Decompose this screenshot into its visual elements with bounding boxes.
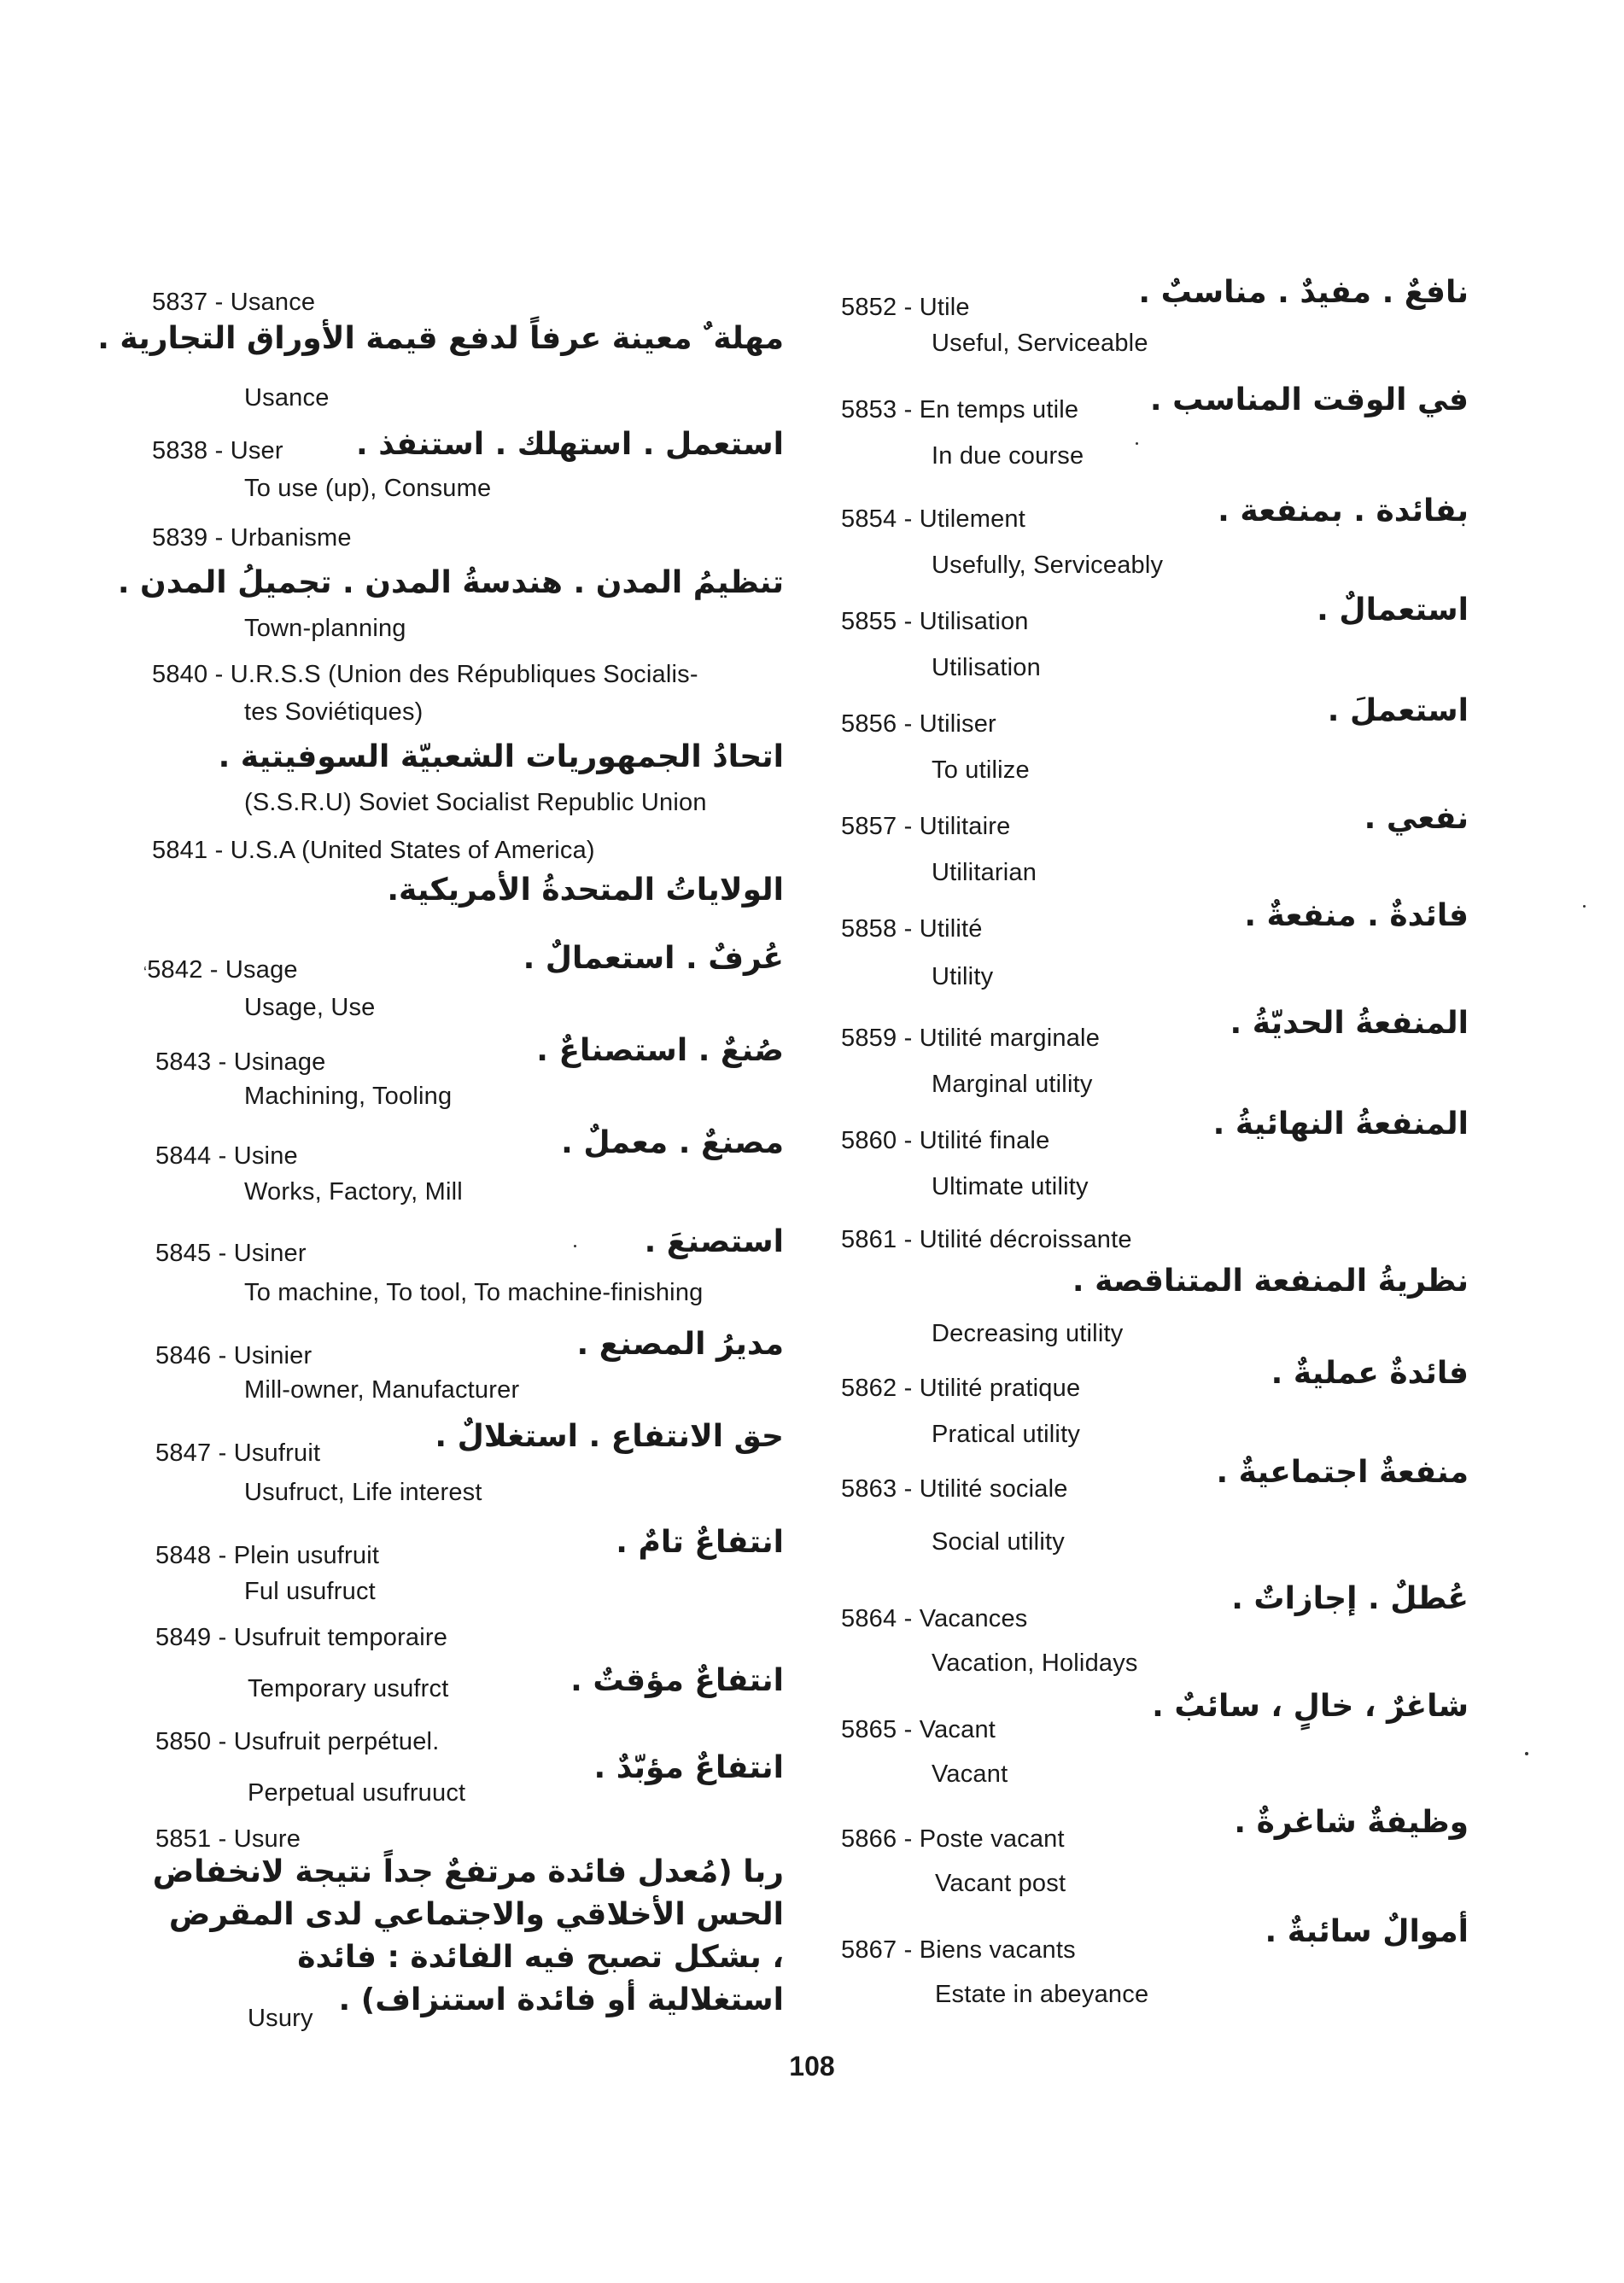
entry-number: 5864 xyxy=(841,1605,897,1632)
english-translation: Usury xyxy=(248,2005,313,2032)
arabic-translation: حق الانتفاع . استغلالٌ . xyxy=(435,1419,784,1454)
english-translation: Useful, Serviceable xyxy=(932,330,1148,357)
entry-term: Utilité marginale xyxy=(919,1025,1101,1052)
arabic-translation: انتفاعٌ مؤقتٌ . xyxy=(570,1663,784,1698)
entry-term: Vacant xyxy=(919,1716,996,1743)
entry-number: 5858 xyxy=(841,915,897,943)
entry-term: Utilité xyxy=(919,915,983,943)
entry-term: Usufruit temporaire xyxy=(233,1624,448,1651)
entry-number: 5840 xyxy=(152,661,208,688)
arabic-translation: فائدةٌ . منفعةٌ . xyxy=(1244,898,1469,933)
english-translation: Usance xyxy=(244,384,330,412)
english-translation: Social utility xyxy=(932,1528,1065,1556)
english-translation: Vacant xyxy=(932,1760,1008,1788)
entry-number: 5853 xyxy=(841,396,897,423)
entry-number: 5837 xyxy=(152,289,208,316)
entry-heading: 5839 - Urbanisme xyxy=(152,524,352,552)
entry-heading: 5863 - Utilité sociale xyxy=(841,1475,1068,1503)
english-translation: Vacation, Holidays xyxy=(932,1649,1138,1677)
entry-number: 5857 xyxy=(841,813,897,840)
english-translation: Utility xyxy=(932,963,994,990)
entry-term-continued: tes Soviétiques) xyxy=(244,698,424,726)
english-translation: Marginal utility xyxy=(932,1071,1093,1098)
entry-heading: 5865 - Vacant xyxy=(841,1716,996,1743)
entry-heading: 5866 - Poste vacant xyxy=(841,1825,1065,1853)
english-translation: Utilitarian xyxy=(932,859,1037,886)
entry-number: 5861 xyxy=(841,1226,897,1253)
arabic-translation: مديرُ المصنع . xyxy=(576,1327,784,1362)
entry-number: 5866 xyxy=(841,1825,897,1853)
entry-heading: 5847 - Usufruit xyxy=(155,1439,321,1467)
arabic-translation: بفائدة . بمنفعة . xyxy=(1218,493,1469,528)
arabic-translation: الولاياتُ المتحدةُ الأمريكية. xyxy=(387,873,784,908)
scan-speck xyxy=(574,1245,576,1247)
arabic-translation: أموالٌ سائبةٌ . xyxy=(1265,1914,1469,1949)
entry-number: 5839 xyxy=(152,524,208,552)
entry-term: Utilité finale xyxy=(919,1127,1050,1154)
english-translation: In due course xyxy=(932,442,1084,470)
entry-term: Utilité pratique xyxy=(919,1375,1081,1402)
entry-number: 5844 xyxy=(155,1142,212,1170)
arabic-translation: المنفعةُ النهائيةُ . xyxy=(1212,1106,1469,1142)
entry-heading: 5864 - Vacances xyxy=(841,1605,1028,1632)
arabic-translation: نافعٌ . مفيدٌ . مناسبٌ . xyxy=(1138,275,1469,310)
arabic-translation: فائدةٌ عمليةٌ . xyxy=(1271,1356,1469,1391)
entry-number: 5845 xyxy=(155,1240,212,1267)
entry-heading: 5859 - Utilité marginale xyxy=(841,1025,1101,1052)
entry-heading: 5862 - Utilité pratique xyxy=(841,1375,1081,1402)
entry-heading: 5860 - Utilité finale xyxy=(841,1127,1050,1154)
entry-heading: 5845 - Usiner xyxy=(155,1240,307,1267)
entry-term: Usine xyxy=(233,1142,298,1170)
english-translation: Mill-owner, Manufacturer xyxy=(244,1376,520,1404)
entry-number: 5849 xyxy=(155,1624,212,1651)
arabic-translation: استعملَ . xyxy=(1327,693,1469,728)
entry-term: Vacances xyxy=(919,1605,1028,1632)
english-translation: Perpetual usufruuct xyxy=(248,1779,466,1807)
entry-term: Usance xyxy=(230,289,316,316)
arabic-translation: منفعةٌ اجتماعيةٌ . xyxy=(1216,1455,1469,1490)
entry-heading: 5856 - Utiliser xyxy=(841,710,996,738)
english-translation: Vacant post xyxy=(935,1870,1066,1897)
arabic-translation: اتحادُ الجمهوريات الشعبيّة السوفيتية . xyxy=(218,739,784,774)
english-translation: Works, Factory, Mill xyxy=(244,1178,463,1206)
entry-number: 5867 xyxy=(841,1936,897,1964)
entry-term: Utilitaire xyxy=(919,813,1011,840)
entry-term: Plein usufruit xyxy=(233,1542,380,1569)
entry-term: En temps utile xyxy=(919,396,1079,423)
english-translation: (S.S.R.U) Soviet Socialist Republic Union xyxy=(244,789,707,816)
entry-number: 5843 xyxy=(155,1048,212,1076)
english-translation: Utilisation xyxy=(932,654,1041,681)
scan-speck xyxy=(1525,1752,1528,1755)
entry-number: 5838 xyxy=(152,437,208,464)
arabic-translation: مصنعٌ . معملٌ . xyxy=(561,1125,784,1160)
entry-term: Usufruit perpétuel. xyxy=(233,1728,440,1755)
entry-number: 5851 xyxy=(155,1825,212,1853)
entry-number: 5865 xyxy=(841,1716,897,1743)
entry-heading: 5843 - Usinage xyxy=(155,1048,326,1076)
entry-heading: 5861 - Utilité décroissante xyxy=(841,1226,1132,1253)
arabic-translation: انتفاعٌ مؤبّدٌ . xyxy=(593,1750,784,1785)
arabic-translation: نفعي . xyxy=(1364,801,1469,836)
arabic-translation: نظريةُ المنفعة المتناقصة . xyxy=(1072,1264,1469,1299)
entry-term: U.S.A (United States of America) xyxy=(230,837,595,864)
english-translation: Temporary usufrct xyxy=(248,1675,449,1702)
english-translation: Ful usufruct xyxy=(244,1578,376,1605)
scan-speck xyxy=(1583,905,1586,908)
entry-heading: 5851 - Usure xyxy=(155,1825,301,1853)
entry-term: Utile xyxy=(919,294,970,321)
entry-number: 5841 xyxy=(152,837,208,864)
english-translation: Estate in abeyance xyxy=(935,1981,1149,2008)
arabic-translation: ربا (مُعدل فائدة مرتفعٌ جداً نتيجة لانخفاض الحس الأخلاقي والاجتماعي لدى المقرض ، بشكل تصبح فيه الفائدة : فائدة استغلالية أو فائدة استنزاف) . xyxy=(152,1854,784,2017)
english-translation: Machining, Tooling xyxy=(244,1083,453,1110)
entry-heading: 5840 - U.R.S.S (Union des Républiques Socialis- xyxy=(152,661,698,688)
entry-number: 5848 xyxy=(155,1542,212,1569)
entry-heading: 5849 - Usufruit temporaire xyxy=(155,1624,448,1651)
entry-number: 5862 xyxy=(841,1375,897,1402)
english-translation: Town-planning xyxy=(244,615,406,642)
entry-heading: 5852 - Utile xyxy=(841,294,970,321)
entry-number: 5852 xyxy=(841,294,897,321)
arabic-translation: في الوقت المناسب . xyxy=(1149,382,1469,417)
entry-term: Utilisation xyxy=(919,608,1029,635)
arabic-translation: المنفعةُ الحديّةُ . xyxy=(1230,1006,1469,1041)
arabic-translation: استعمل . استهلك . استنفذ . xyxy=(356,427,784,462)
arabic-translation: تنظيمُ المدن . هندسةُ المدن . تجميلُ المدن . xyxy=(117,565,784,600)
entry-number: 5850 xyxy=(155,1728,212,1755)
english-translation: Usefully, Serviceably xyxy=(932,552,1164,579)
english-translation: Usage, Use xyxy=(244,994,376,1021)
entry-heading: 5853 - En temps utile xyxy=(841,396,1079,423)
entry-heading: 5858 - Utilité xyxy=(841,915,983,943)
scan-speck xyxy=(1136,442,1138,445)
arabic-translation: استصنعَ . xyxy=(644,1224,784,1259)
entry-heading: 5855 - Utilisation xyxy=(841,608,1029,635)
entry-term: Usage xyxy=(225,956,298,984)
entry-term: Usinage xyxy=(233,1048,326,1076)
entry-term: Usufruit xyxy=(233,1439,321,1467)
entry-heading: 5844 - Usine xyxy=(155,1142,298,1170)
arabic-translation: وظيفةٌ شاغرةٌ . xyxy=(1234,1805,1469,1840)
arabic-translation: استعمالٌ . xyxy=(1317,593,1469,628)
entry-heading: 5846 - Usinier xyxy=(155,1342,313,1369)
entry-number: 5856 xyxy=(841,710,897,738)
entry-term: Usinier xyxy=(233,1342,313,1369)
entry-number: 5854 xyxy=(841,505,897,533)
entry-term: Utilement xyxy=(919,505,1025,533)
arabic-translation: انتفاعٌ تامٌ . xyxy=(616,1525,784,1560)
entry-term: Utilité décroissante xyxy=(919,1226,1132,1253)
arabic-translation: شاغرٌ ، خالٍ ، سائبٌ . xyxy=(1152,1689,1469,1724)
entry-number: 5863 xyxy=(841,1475,897,1503)
entry-number: 5842 xyxy=(147,956,203,984)
entry-heading: 5850 - Usufruit perpétuel. xyxy=(155,1728,440,1755)
entry-heading: ‘5842 - Usage xyxy=(143,956,298,984)
entry-number: 5846 xyxy=(155,1342,212,1369)
entry-heading: 5848 - Plein usufruit xyxy=(155,1542,380,1569)
entry-term: Utilité sociale xyxy=(919,1475,1068,1503)
entry-heading: 5867 - Biens vacants xyxy=(841,1936,1076,1964)
english-translation: Pratical utility xyxy=(932,1421,1081,1448)
entry-term: Biens vacants xyxy=(919,1936,1076,1964)
entry-heading: 5854 - Utilement xyxy=(841,505,1025,533)
entry-number: 5860 xyxy=(841,1127,897,1154)
entry-term: Usure xyxy=(233,1825,301,1853)
page-number: 108 xyxy=(789,2051,835,2082)
entry-heading: 5841 - U.S.A (United States of America) xyxy=(152,837,595,864)
entry-heading: 5857 - Utilitaire xyxy=(841,813,1011,840)
entry-term: Usiner xyxy=(233,1240,307,1267)
arabic-translation: صُنعٌ . استصناعٌ . xyxy=(536,1033,784,1068)
english-translation: Usufruct, Life interest xyxy=(244,1479,482,1506)
entry-number: 5847 xyxy=(155,1439,212,1467)
english-translation: To use (up), Consume xyxy=(244,475,492,502)
english-translation: Ultimate utility xyxy=(932,1173,1089,1200)
entry-term: U.R.S.S (Union des Républiques Socialis- xyxy=(230,661,698,688)
arabic-translation: عُطلٌ . إجازاتٌ . xyxy=(1231,1581,1469,1616)
entry-heading: 5838 - User xyxy=(152,437,283,464)
english-translation: To utilize xyxy=(932,756,1030,784)
entry-number: 5855 xyxy=(841,608,897,635)
entry-number: 5859 xyxy=(841,1025,897,1052)
arabic-translation: مهلة ٌ معينة عرفاً لدفع قيمة الأوراق التجارية . xyxy=(97,321,784,356)
entry-term: Utiliser xyxy=(919,710,996,738)
entry-heading: 5837 - Usance xyxy=(152,289,316,316)
entry-term: User xyxy=(230,437,283,464)
entry-term: Poste vacant xyxy=(919,1825,1065,1853)
english-translation: Decreasing utility xyxy=(932,1320,1124,1347)
entry-term: Urbanisme xyxy=(230,524,352,552)
english-translation: To machine, To tool, To machine-finishing xyxy=(244,1279,704,1306)
arabic-translation: عُرفٌ . استعمالٌ . xyxy=(523,941,784,976)
